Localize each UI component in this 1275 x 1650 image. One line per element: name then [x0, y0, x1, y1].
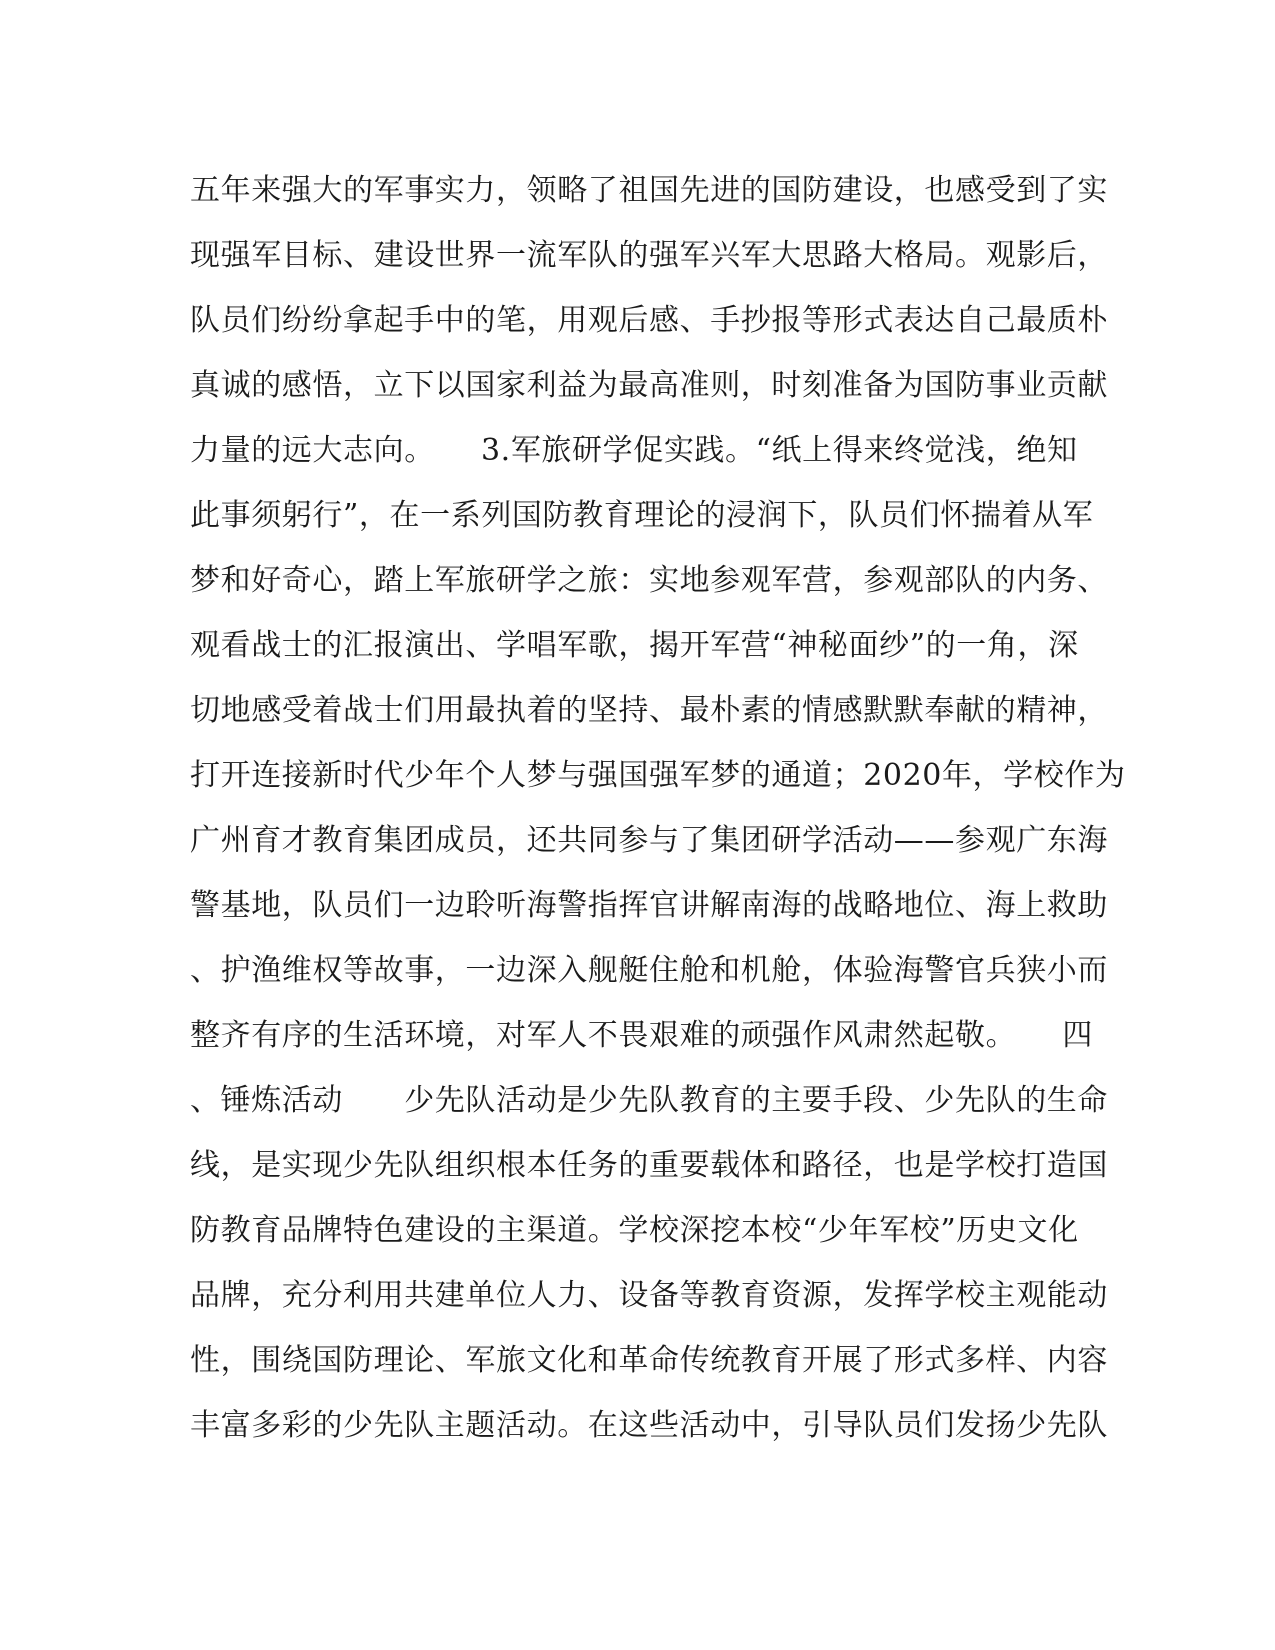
text-line: 队员们纷纷拿起手中的笔，用观后感、手抄报等形式表达自己最质朴	[190, 303, 1108, 338]
text-line: 整齐有序的生活环境，对军人不畏艰难的顽强作风肃然起敬。 四	[190, 1018, 1093, 1053]
text-line: 防教育品牌特色建设的主渠道。学校深挖本校“少年军校”历史文化	[190, 1213, 1079, 1248]
text-line: 现强军目标、建设世界一流军队的强军兴军大思路大格局。观影后，	[190, 238, 1108, 273]
text-line: 力量的远大志向。 3.军旅研学促实践。“纸上得来终觉浅，绝知	[190, 433, 1078, 468]
text-line: 品牌，充分利用共建单位人力、设备等教育资源，发挥学校主观能动	[190, 1278, 1108, 1313]
text-line: 切地感受着战士们用最执着的坚持、最朴素的情感默默奉献的精神，	[190, 693, 1108, 728]
text-line: 此事须躬行”，在一系列国防教育理论的浸润下，队员们怀揣着从军	[190, 498, 1094, 533]
text-line: 、护渔维权等故事，一边深入舰艇住舱和机舱，体验海警官兵狭小而	[190, 953, 1108, 988]
text-line: 梦和好奇心，踏上军旅研学之旅：实地参观军营，参观部队的内务、	[190, 563, 1108, 598]
text-line: 丰富多彩的少先队主题活动。在这些活动中，引导队员们发扬少先队	[190, 1408, 1108, 1443]
text-line: 线，是实现少先队组织根本任务的重要载体和路径，也是学校打造国	[190, 1148, 1108, 1183]
text-line: 警基地，队员们一边聆听海警指挥官讲解南海的战略地位、海上救助	[190, 888, 1108, 923]
text-line: 、锤炼活动 少先队活动是少先队教育的主要手段、少先队的生命	[190, 1083, 1108, 1118]
text-line: 性，围绕国防理论、军旅文化和革命传统教育开展了形式多样、内容	[190, 1343, 1108, 1378]
text-line: 广州育才教育集团成员，还共同参与了集团研学活动——参观广东海	[190, 823, 1108, 858]
body-text	[190, 158, 1126, 1458]
text-line: 五年来强大的军事实力，领略了祖国先进的国防建设，也感受到了实	[190, 173, 1108, 208]
text-line: 观看战士的汇报演出、学唱军歌，揭开军营“神秘面纱”的一角，深	[190, 628, 1079, 663]
text-line: 真诚的感悟，立下以国家利益为最高准则，时刻准备为国防事业贡献	[190, 368, 1108, 403]
text-line: 打开连接新时代少年个人梦与强国强军梦的通道；2020年，学校作为	[190, 758, 1126, 793]
